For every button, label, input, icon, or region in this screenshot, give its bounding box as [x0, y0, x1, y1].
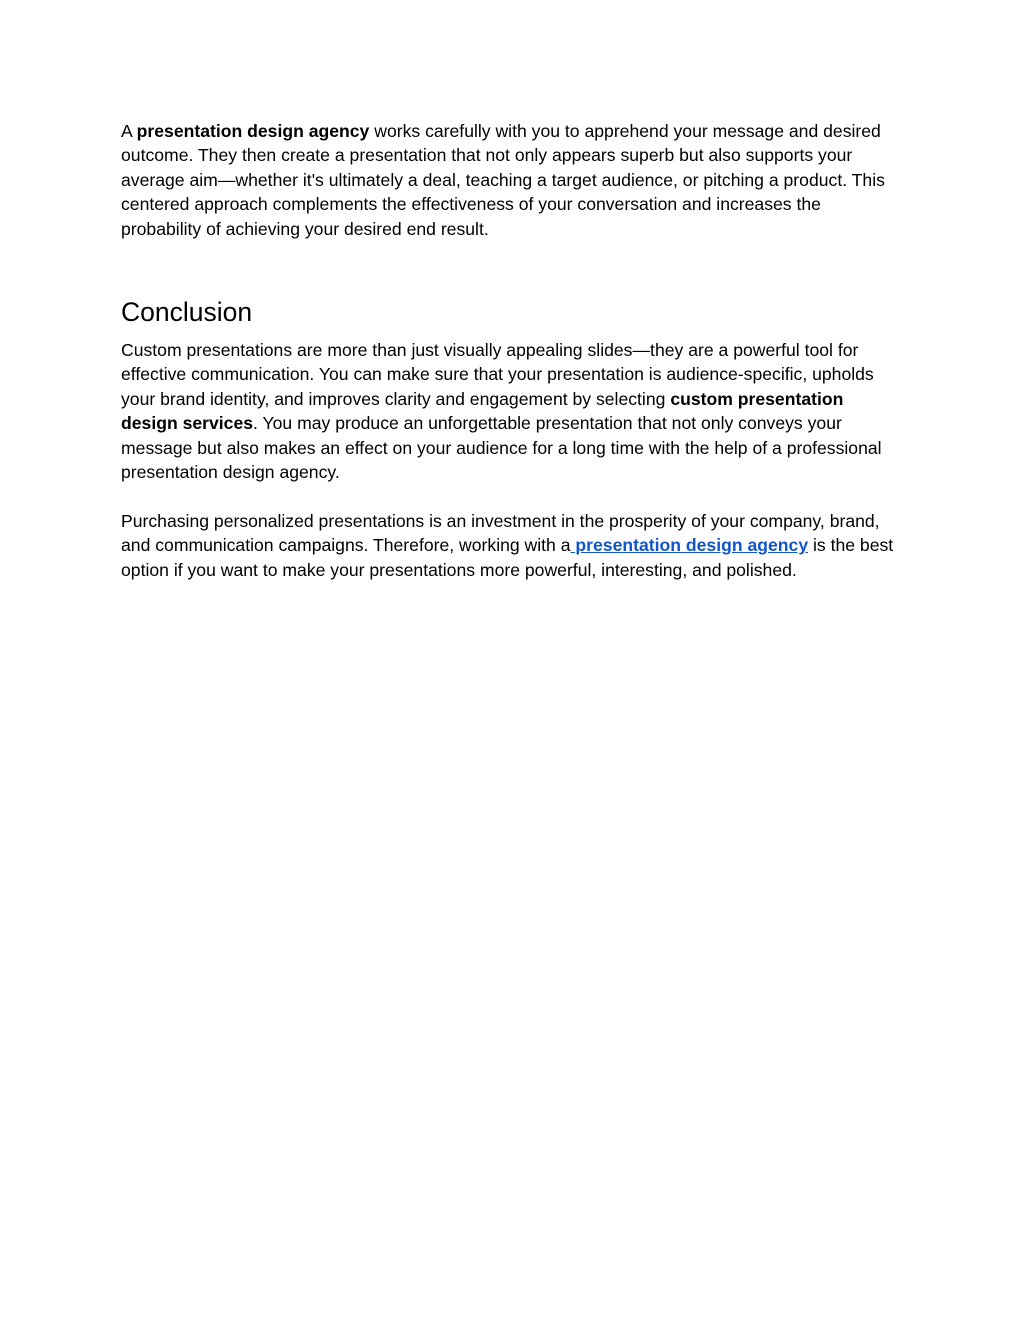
intro-text-1: A — [121, 121, 137, 141]
conclusion-p2-text-1: Purchasing personalized presentations is an investment in the prosperity of your company, brand, and communication campaigns. Therefore, working with a — [121, 510, 880, 556]
conclusion-p1-text-2: . You may produce an unforgettable presentation that not only conveys your message but also makes an effect on your audience for a long time with the help of a professional presentation design agency. — [121, 413, 882, 483]
intro-text-2: works carefully with you to apprehend your message and desired outcome. They then create a presentation that not only appears superb but also supports your average aim—whether it's ultimately a deal, teaching a target audience, or pitching a product. This centered approach complements the effectiveness of your conversation and increases the probability of achieving your desired end result. — [121, 121, 885, 239]
intro-bold-term: presentation design agency — [136, 121, 370, 141]
document-page — [121, 119, 903, 582]
presentation-design-agency-link[interactable]: presentation design agency — [570, 535, 809, 556]
conclusion-p1-bold-term: custom presentation design services — [121, 388, 844, 434]
conclusion-paragraph-2 — [121, 509, 903, 582]
conclusion-p2-text-2: is the best option if you want to make your presentations more powerful, interesting, and polished. — [121, 535, 894, 580]
conclusion-p1-text-1: Custom presentations are more than just visually appealing slides—they are a powerful tool for effective communication. You can make sure that your presentation is audience-specific, upholds your brand identity, and improves clarity and engagement by selecting — [121, 340, 874, 409]
intro-paragraph — [121, 119, 903, 241]
conclusion-paragraph-1 — [121, 338, 903, 484]
conclusion-heading: Conclusion — [121, 297, 253, 328]
paragraph-spacer — [121, 484, 903, 508]
